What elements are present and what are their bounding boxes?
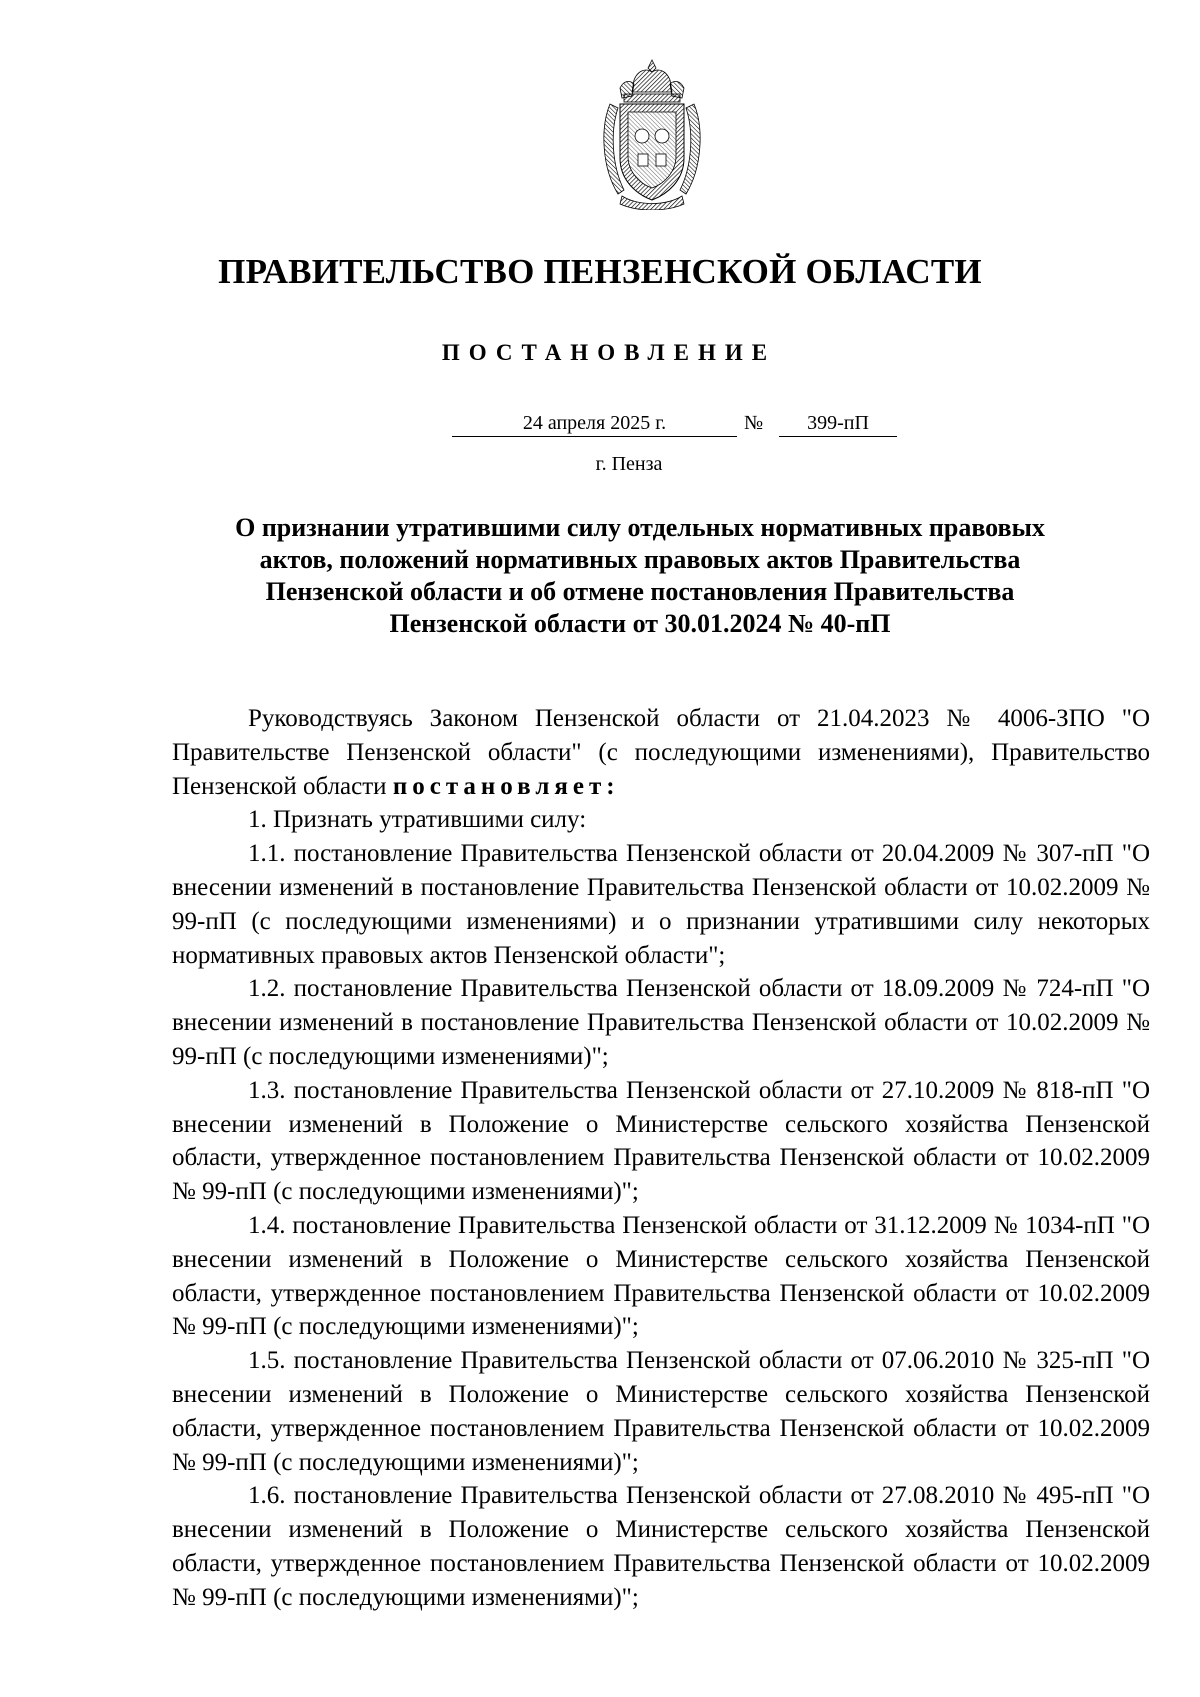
coat-of-arms-emblem: [598, 58, 706, 210]
document-body: [172, 702, 1150, 1615]
date-number-row: [0, 410, 1200, 440]
number-sign: №: [744, 412, 764, 434]
item-1-5: 1.5. постановление Правительства Пензенской области от 07.06.2010 № 325-пП "О внесении изменений в Положение о Министерстве сельского хозяйства Пензенской области, утвержденное постановлением Правительства Пензенской области от 10.02.2009 № 99-пП (с последующими изменениями)";: [172, 1347, 1150, 1476]
document-subject: О признании утратившими силу отдельных нормативных правовых актов, положений нормативных правовых актов Правительства Пензенской области и об отмене постановления Правительства Пензенской области от 30.01.2024 № 40-пП: [235, 513, 1045, 638]
government-title: ПРАВИТЕЛЬСТВО ПЕНЗЕНСКОЙ ОБЛАСТИ: [218, 252, 982, 291]
preamble-text: Руководствуясь Законом Пензенской области от 21.04.2023 № 4006-ЗПО "О Правительстве Пензенской области" (с последующими изменениями), Правительство Пензенской области: [172, 705, 1150, 800]
item-1-3: 1.3. постановление Правительства Пензенской области от 27.10.2009 № 818-пП "О внесении изменений в Положение о Министерстве сельского хозяйства Пензенской области, утвержденное постановлением Правительства Пензенской области от 10.02.2009 № 99-пП (с последующими изменениями)";: [172, 1076, 1150, 1206]
preamble-paragraph: [172, 702, 1150, 803]
document-number: 399-пП: [779, 410, 897, 437]
item-1-4: 1.4. постановление Правительства Пензенской области от 31.12.2009 № 1034-пП "О внесении изменений в Положение о Министерстве сельского хозяйства Пензенской области, утвержденное постановлением Правительства Пензенской области от 10.02.2009 № 99-пП (с последующими изменениями)";: [172, 1211, 1150, 1341]
item-1-1: 1.1. постановление Правительства Пензенской области от 20.04.2009 № 307-пП "О внесении изменений в постановление Правительства Пензенской области от 10.02.2009 № 99-пП (с последующими изменениями) и о признании утратившими силу некоторых нормативных правовых актов Пензенской области";: [172, 840, 1150, 969]
document-type: ПОСТАНОВЛЕНИЕ: [441, 340, 777, 365]
city: г. Пенза: [595, 453, 663, 475]
document-date: 24 апреля 2025 г.: [452, 410, 737, 437]
crown-icon: [620, 60, 684, 102]
item-1-6: 1.6. постановление Правительства Пензенской области от 27.08.2010 № 495-пП "О внесении изменений в Положение о Министерстве сельского хозяйства Пензенской области, утвержденное постановлением Правительства Пензенской области от 10.02.2009 № 99-пП (с последующими изменениями)";: [172, 1482, 1150, 1611]
shield-icon: [620, 104, 684, 200]
item-1-2: 1.2. постановление Правительства Пензенской области от 18.09.2009 № 724-пП "О внесении изменений в постановление Правительства Пензенской области от 10.02.2009 № 99-пП (с последующими изменениями)";: [172, 975, 1150, 1070]
item-1: 1. Признать утратившими силу:: [248, 806, 587, 834]
decree-word: постановляет:: [392, 772, 620, 800]
